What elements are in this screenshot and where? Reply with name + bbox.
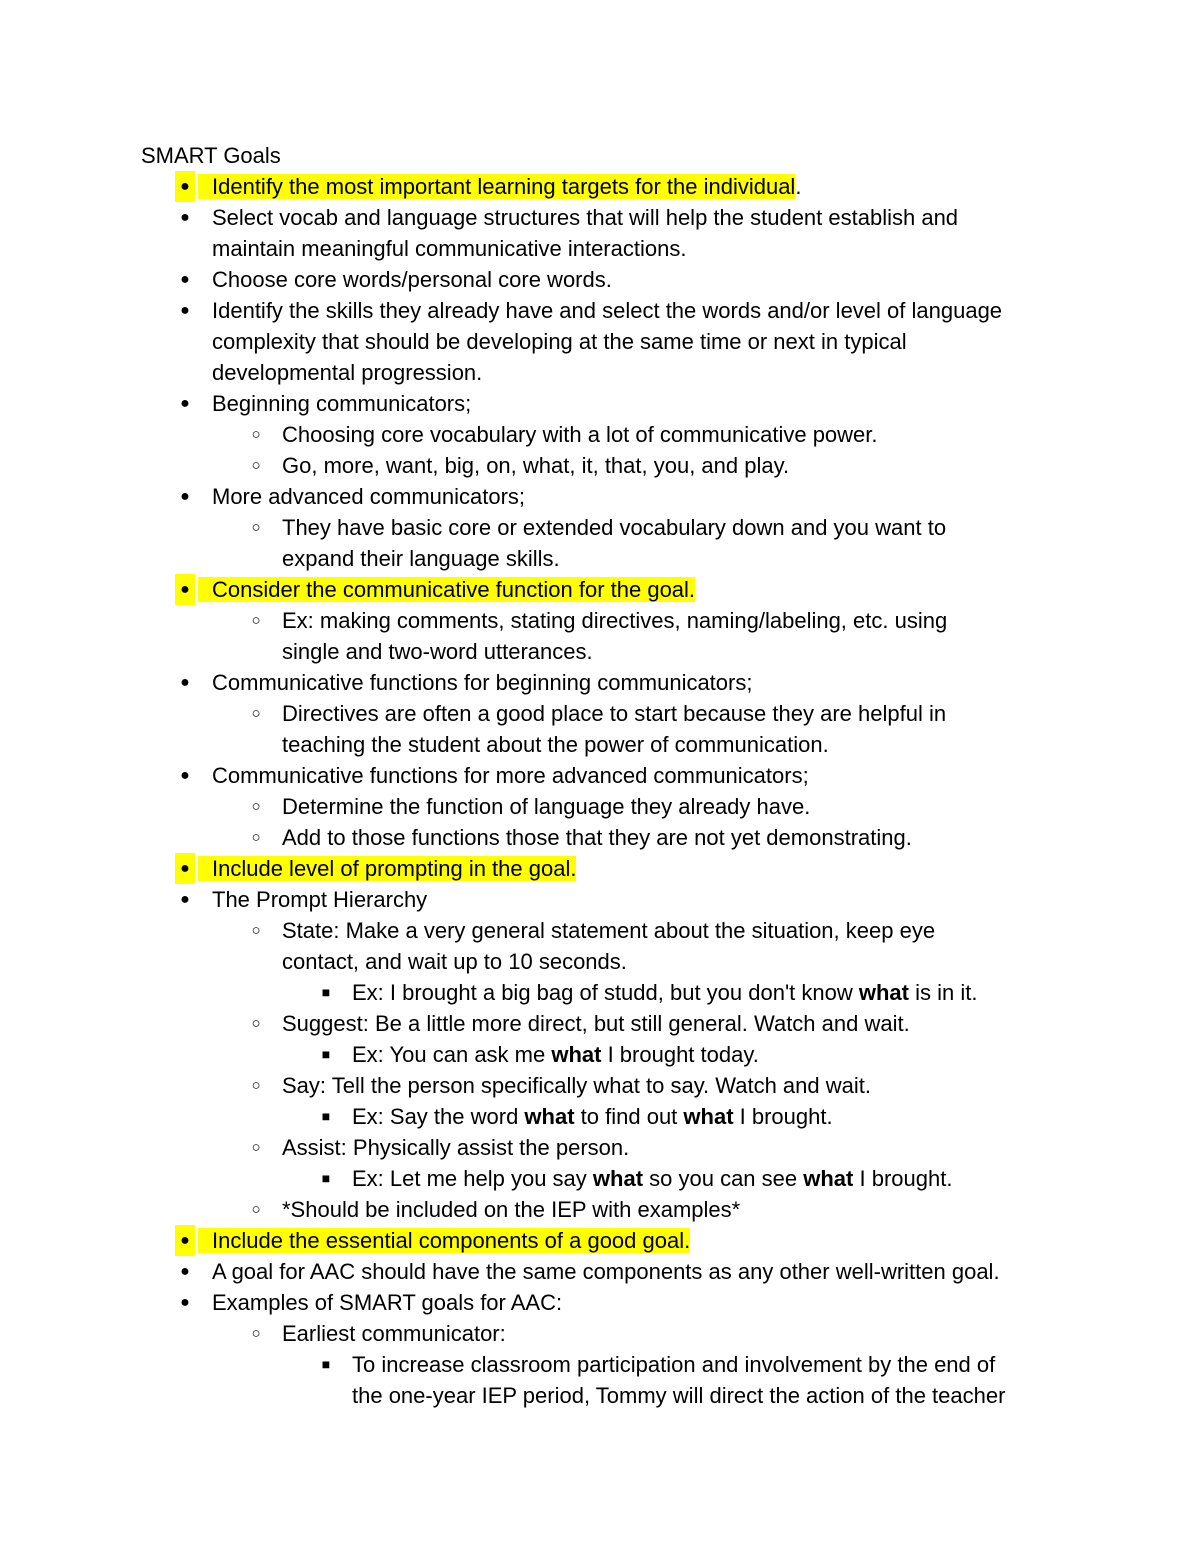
list-item-text: [282, 822, 1200, 853]
text-line: Determine the function of language they already have.: [282, 794, 811, 819]
list-item-text: [282, 729, 1200, 760]
bold-word: what: [683, 1104, 734, 1129]
filled-bullet-icon: ●: [175, 1225, 195, 1256]
filled-bullet-icon: ●: [180, 271, 190, 288]
hollow-bullet-icon: ○: [251, 612, 261, 629]
list-item-text: [282, 605, 1200, 636]
list-item-level-2: [0, 791, 1200, 822]
list-item-text: [282, 1318, 1200, 1349]
list-item-text: [352, 977, 1200, 1008]
hollow-bullet-icon: ○: [251, 705, 261, 722]
list-item-text: [282, 1194, 1200, 1225]
highlighted-text: Consider the communicative function for the goal.: [212, 577, 696, 602]
list-item-level-2: [0, 512, 1200, 574]
filled-bullet-icon: ●: [180, 674, 190, 691]
text-line: They have basic core or extended vocabulary down and you want to: [282, 515, 947, 540]
list-item-text: [282, 543, 1200, 574]
filled-bullet-icon: ●: [175, 853, 195, 884]
text-line: contact, and wait up to 10 seconds.: [282, 949, 627, 974]
list-item-level-3: [0, 1349, 1200, 1411]
list-item-text: [212, 1225, 1200, 1256]
text-segment: I brought today.: [601, 1042, 759, 1067]
text-segment: is in it.: [909, 980, 978, 1005]
bold-word: what: [858, 980, 909, 1005]
list-item-text: [282, 791, 1200, 822]
bold-word: what: [592, 1166, 644, 1191]
text-segment: so you can see: [643, 1166, 804, 1191]
list-item-level-1: [0, 295, 1200, 388]
highlighted-text: Identify the most important learning targets for the individual: [212, 174, 796, 199]
hollow-bullet-icon: ○: [251, 1077, 261, 1094]
text-line: State: Make a very general statement about the situation, keep eye: [282, 918, 936, 943]
text-line: Say: Tell the person specifically what to say. Watch and wait.: [282, 1073, 871, 1098]
list-item-level-1: [0, 574, 1200, 605]
text-segment: Ex: Say the word: [352, 1104, 525, 1129]
text-line: expand their language skills.: [282, 546, 560, 571]
list-item-text: [282, 636, 1200, 667]
text-line: Communicative functions for beginning communicators;: [212, 670, 753, 695]
bold-word: what: [551, 1042, 602, 1067]
list-item-level-3: [0, 1039, 1200, 1070]
text-line: teaching the student about the power of communication.: [282, 732, 829, 757]
list-item-level-3: [0, 1163, 1200, 1194]
list-item-text: [212, 326, 1200, 357]
list-item-level-1: [0, 1256, 1200, 1287]
list-item-text: [282, 1070, 1200, 1101]
filled-bullet-icon: ●: [180, 488, 190, 505]
list-item-text: [212, 357, 1200, 388]
text-segment: to find out: [574, 1104, 684, 1129]
bold-word: what: [524, 1104, 575, 1129]
list-item-text: [282, 1008, 1200, 1039]
bold-word: what: [803, 1166, 854, 1191]
list-item-level-1: [0, 388, 1200, 419]
list-item-text: [212, 1287, 1200, 1318]
text-line: complexity that should be developing at the same time or next in typical: [212, 329, 907, 354]
text-line: Examples of SMART goals for AAC:: [212, 1290, 563, 1315]
list-item-text: [212, 760, 1200, 791]
list-item-text: [352, 1039, 1200, 1070]
list-item-level-2: [0, 915, 1200, 977]
list-item-level-3: [0, 1101, 1200, 1132]
filled-bullet-icon: ●: [180, 395, 190, 412]
text-line: More advanced communicators;: [212, 484, 526, 509]
text-line: Go, more, want, big, on, what, it, that, you, and play.: [282, 453, 790, 478]
list-item-text: [212, 884, 1200, 915]
list-item-level-1: [0, 264, 1200, 295]
list-item-text: [212, 295, 1200, 326]
square-bullet-icon: ■: [321, 984, 331, 1000]
filled-bullet-icon: ●: [175, 574, 195, 605]
list-item-text: [352, 1349, 1200, 1380]
list-item-text: [282, 698, 1200, 729]
square-bullet-icon: ■: [321, 1046, 331, 1062]
list-item-level-2: [0, 1132, 1200, 1163]
list-item-level-2: [0, 1318, 1200, 1349]
text-line: Choose core words/personal core words.: [212, 267, 612, 292]
hollow-bullet-icon: ○: [251, 798, 261, 815]
text-line: Add to those functions those that they are not yet demonstrating.: [282, 825, 912, 850]
list-item-text: [352, 1163, 1200, 1194]
highlighted-text: Include level of prompting in the goal.: [212, 856, 577, 881]
highlighted-text: Include the essential components of a good goal.: [212, 1228, 691, 1253]
text-line: A goal for AAC should have the same components as any other well-written goal.: [212, 1259, 1000, 1284]
text-line: Choosing core vocabulary with a lot of communicative power.: [282, 422, 878, 447]
list-item-level-1: [0, 171, 1200, 202]
hollow-bullet-icon: ○: [251, 1325, 261, 1342]
list-item-text: [352, 1380, 1200, 1411]
text-segment: Ex: Let me help you say: [352, 1166, 593, 1191]
hollow-bullet-icon: ○: [251, 829, 261, 846]
list-item-text: [212, 264, 1200, 295]
bullet-list: [0, 171, 1200, 1411]
filled-bullet-icon: ●: [180, 1263, 190, 1280]
text-line: single and two-word utterances.: [282, 639, 593, 664]
list-item-level-1: [0, 667, 1200, 698]
text-line: Communicative functions for more advanced communicators;: [212, 763, 809, 788]
filled-bullet-icon: ●: [180, 891, 190, 908]
text-line: To increase classroom participation and involvement by the end of: [352, 1352, 996, 1377]
text-line: Earliest communicator:: [282, 1321, 506, 1346]
text-line: maintain meaningful communicative interactions.: [212, 236, 687, 261]
list-item-level-1: [0, 1287, 1200, 1318]
text-line: Ex: making comments, stating directives, naming/labeling, etc. using: [282, 608, 948, 633]
square-bullet-icon: ■: [321, 1356, 331, 1372]
list-item-level-2: [0, 1070, 1200, 1101]
list-item-text: [282, 1132, 1200, 1163]
filled-bullet-icon: ●: [175, 171, 195, 202]
filled-bullet-icon: ●: [180, 1294, 190, 1311]
list-item-text: [212, 574, 1200, 605]
square-bullet-icon: ■: [321, 1108, 331, 1124]
list-item-level-1: [0, 1225, 1200, 1256]
text-segment: I brought.: [733, 1104, 833, 1129]
list-item-level-2: [0, 822, 1200, 853]
list-item-text: [212, 388, 1200, 419]
list-item-text: [352, 1101, 1200, 1132]
text-line: Select vocab and language structures that will help the student establish and: [212, 205, 959, 230]
text-line: developmental progression.: [212, 360, 483, 385]
list-item-level-2: [0, 419, 1200, 450]
list-item-text: [282, 512, 1200, 543]
hollow-bullet-icon: ○: [251, 1015, 261, 1032]
hollow-bullet-icon: ○: [251, 457, 261, 474]
text-segment: I brought.: [853, 1166, 953, 1191]
text-line: Assist: Physically assist the person.: [282, 1135, 630, 1160]
hollow-bullet-icon: ○: [251, 1201, 261, 1218]
list-item-text: [212, 667, 1200, 698]
text-segment: Ex: You can ask me: [352, 1042, 552, 1067]
list-item-text: [212, 481, 1200, 512]
document-title: SMART Goals: [141, 143, 281, 168]
text-line: Directives are often a good place to start because they are helpful in: [282, 701, 947, 726]
text-tail: .: [795, 174, 802, 199]
hollow-bullet-icon: ○: [251, 519, 261, 536]
list-item-text: [212, 171, 1200, 202]
hollow-bullet-icon: ○: [251, 1139, 261, 1156]
list-item-text: [212, 853, 1200, 884]
text-line: Identify the skills they already have and select the words and/or level of language: [212, 298, 1003, 323]
list-item-text: [282, 450, 1200, 481]
list-item-level-2: [0, 698, 1200, 760]
hollow-bullet-icon: ○: [251, 922, 261, 939]
list-item-text: [282, 915, 1200, 946]
list-item-level-2: [0, 1008, 1200, 1039]
filled-bullet-icon: ●: [180, 302, 190, 319]
text-line: Beginning communicators;: [212, 391, 472, 416]
text-line: *Should be included on the IEP with examples*: [282, 1197, 741, 1222]
list-item-level-3: [0, 977, 1200, 1008]
list-item-text: [212, 202, 1200, 233]
list-item-level-1: [0, 760, 1200, 791]
list-item-level-2: [0, 1194, 1200, 1225]
text-line: Suggest: Be a little more direct, but still general. Watch and wait.: [282, 1011, 910, 1036]
text-segment: Ex: I brought a big bag of studd, but you don't know: [352, 980, 859, 1005]
text-line: The Prompt Hierarchy: [212, 887, 428, 912]
filled-bullet-icon: ●: [180, 209, 190, 226]
list-item-level-1: [0, 481, 1200, 512]
list-item-level-2: [0, 605, 1200, 667]
filled-bullet-icon: ●: [180, 767, 190, 784]
list-item-level-2: [0, 450, 1200, 481]
hollow-bullet-icon: ○: [251, 426, 261, 443]
list-item-text: [212, 233, 1200, 264]
text-line: the one-year IEP period, Tommy will direct the action of the teacher: [352, 1383, 1006, 1408]
list-item-level-1: [0, 884, 1200, 915]
list-item-level-1: [0, 202, 1200, 264]
list-item-text: [282, 419, 1200, 450]
list-item-text: [282, 946, 1200, 977]
square-bullet-icon: ■: [321, 1170, 331, 1186]
list-item-text: [212, 1256, 1200, 1287]
list-item-level-1: [0, 853, 1200, 884]
